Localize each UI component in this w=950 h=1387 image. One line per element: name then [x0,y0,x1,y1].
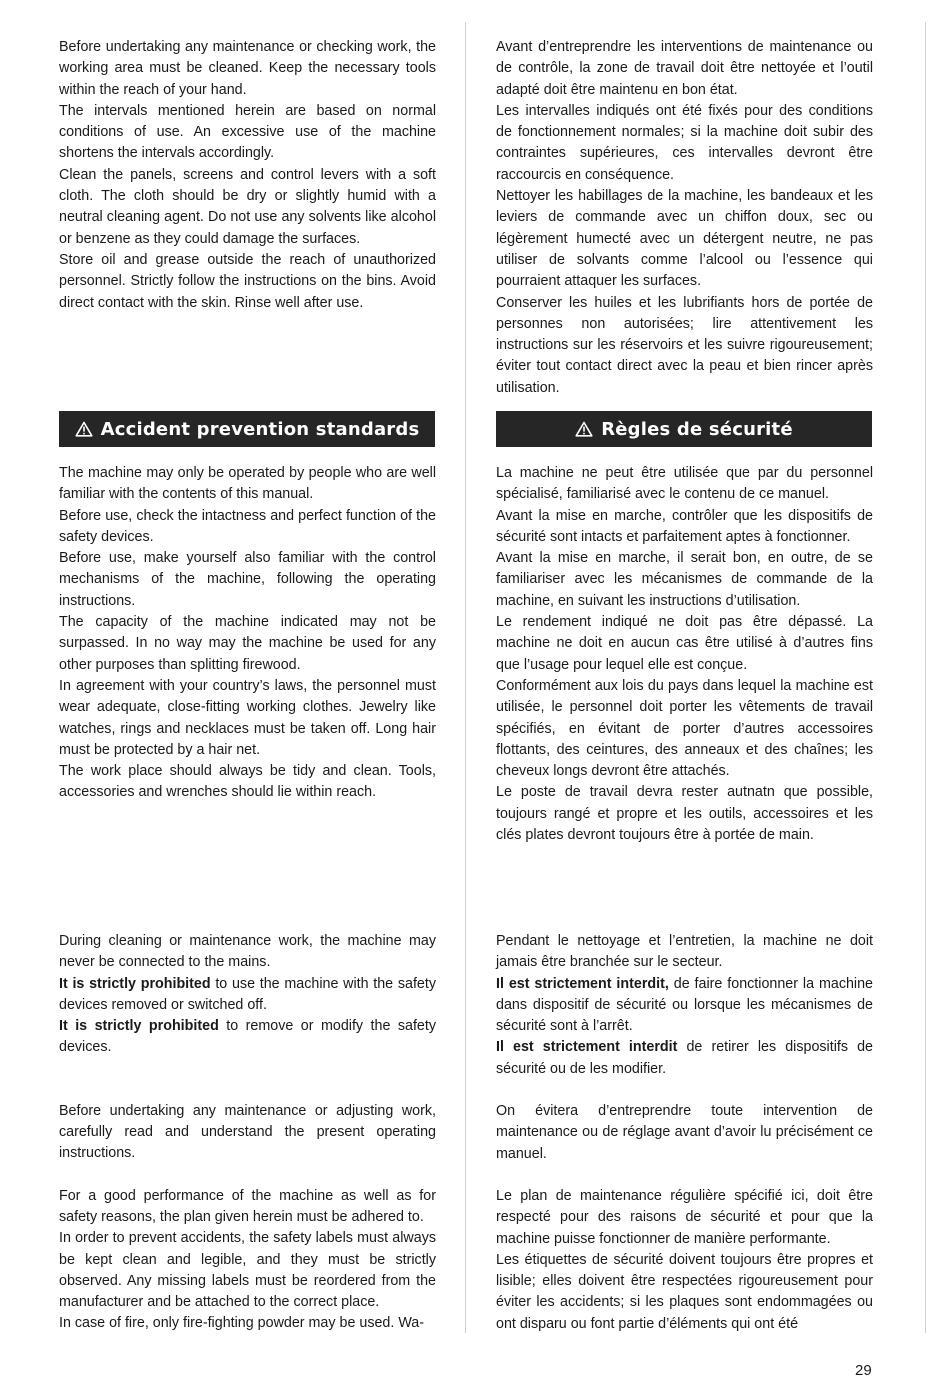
paragraph: Conserver les huiles et les lubrifiants hors de portée de personnes non autorisées; lire attentivement les instructions sur les réservoirs et les suivre rigoureusement; éviter tout contact direct avec la peau et bien rincer après utilisation. [496,294,873,396]
bold-warning: It is strictly prohibited [59,975,211,992]
section-heading-regles-securite [496,411,872,447]
bold-warning: Il est strictement interdit, [496,975,669,992]
paragraph-rest: to use the machine with the safety devices removed or switched off. [59,975,437,1013]
warning-triangle-icon [575,421,593,437]
paragraph: Le plan de maintenance régulière spécifié ici, doit être respecté pour des raisons de sécurité et pour que la machine puisse fonctionner de manière performante. [496,1187,873,1247]
page-number: 29 [855,1362,872,1379]
paragraph: The capacity of the machine indicated may not be surpassed. In no way may the machine be used for any other purposes than splitting firewood. [59,614,436,673]
paragraph: On évitera d’entreprendre toute intervention de maintenance ou de réglage avant d’avoir lu précisément ce manuel. [496,1103,873,1162]
section-heading-text: Accident prevention standards [100,418,420,440]
paragraph: The work place should always be tidy and clean. Tools, accessories and wrenches should lie within reach. [59,763,436,801]
paragraph [496,1037,873,1080]
paragraph: In case of fire, only fire-fighting powder may be used. Wa- [59,1315,425,1332]
column-divider [465,22,466,1333]
paragraph: Conformément aux lois du pays dans lequel la machine est utilisée, le personnel doit porter les vêtements de travail spécifiés, en évitant de porter d’autres accessoires flottants, des ceintures, des anneaux et des chaînes; les cheveux longs devront être attachés. [496,677,873,780]
bold-warning: Il est strictement interdit [496,1039,678,1056]
paragraph: La machine ne peut être utilisée que par du personnel spécialisé, familiarisé avec le contenu de ce manuel. [496,465,873,503]
left-bottom-text [59,931,436,1335]
paragraph: During cleaning or maintenance work, the machine may never be connected to the mains. [59,933,436,971]
paragraph [59,1016,436,1059]
paragraph: Avant d’entreprendre les interventions de maintenance ou de contrôle, la zone de travail doit être nettoyée et l’outil adapté doit être maintenu en bon état. [496,39,873,98]
page-edge-line [925,22,926,1333]
paragraph: Before use, check the intactness and perfect function of the safety devices. [59,507,436,545]
bold-warning: It is strictly prohibited [59,1018,219,1035]
paragraph: Nettoyer les habillages de la machine, les bandeaux et les leviers de commande avec un chiffon doux, sec ou légèrement humecté avec un détergent neutre, ne pas utiliser de solvants comme l’alcool ou l’essence qui pourraient attaquer les surfaces. [496,188,873,290]
paragraph: Pendant le nettoyage et l’entretien, la machine ne doit jamais être branchée sur le secteur. [496,933,873,971]
paragraph: The machine may only be operated by people who are well familiar with the contents of this manual. [59,465,436,503]
paragraph: Before undertaking any maintenance or adjusting work, carefully read and understand the present operating instructions. [59,1102,436,1162]
paragraph: Le poste de travail devra rester autnatn que possible, toujours rangé et propre et les outils, accessoires et les clés plates devront toujours être à portée de main. [496,784,873,844]
paragraph: Avant la mise en marche, contrôler que les dispositifs de sécurité sont intacts et parfaitement aptes à fonctionner. [496,507,873,545]
paragraph: Le rendement indiqué ne doit pas être dépassé. La machine ne doit en aucun cas être utilisé à d’autres fins que l’usage pour lequel elle est conçue. [496,614,873,673]
paragraph-rest: to remove or modify the safety devices. [59,1018,436,1056]
paragraph: In agreement with your country’s laws, the personnel must wear adequate, close-fitting working clothes. Jewelry like watches, rings and necklaces must be taken off. Long hair must be protected by a hair net. [59,677,436,758]
paragraph-rest: de retirer les dispositifs de sécurité ou de les modifier. [496,1039,873,1077]
right-safety-text [496,463,873,846]
left-maintenance-text [59,37,436,314]
section-heading-accident-prevention [59,411,435,447]
paragraph: Before undertaking any maintenance or checking work, the working area must be cleaned. Keep the necessary tools within the reach of your hand. [59,39,436,98]
paragraph: In order to prevent accidents, the safety labels must always be kept clean and legible, and they must be strictly observed. Any missing labels must be reordered from the manufacturer and be attached to the correct place. [59,1230,436,1311]
right-bottom-text [496,931,873,1335]
paragraph: Avant la mise en marche, il serait bon, en outre, de se familiariser avec les mécanismes de commande de la machine, en suivant les instructions d’utilisation. [496,550,873,609]
paragraph: Before use, make yourself also familiar with the control mechanisms of the machine, following the operating instructions. [59,550,436,609]
paragraph [496,974,873,1038]
paragraph: Les intervalles indiqués ont été fixés pour des conditions de fonctionnement normales; si la machine doit subir des contraintes supérieures, ces intervalles devront être raccourcis en conséquence. [496,102,873,183]
right-maintenance-text [496,37,873,399]
paragraph: Les étiquettes de sécurité doivent toujours être propres et lisible; elles doivent être respectées rigoureusement pour éviter les accidents; si les plaques sont endommagées ou ont disparu ou font partie d’éléments qui ont été [496,1251,873,1332]
paragraph: Store oil and grease outside the reach of unauthorized personnel. Strictly follow the instructions on the bins. Avoid direct contact with the skin. Rinse well after use. [59,251,436,311]
paragraph: The intervals mentioned herein are based on normal conditions of use. An excessive use of the machine shortens the intervals accordingly. [59,102,436,162]
left-safety-text [59,463,436,804]
paragraph [59,974,436,1017]
paragraph: Clean the panels, screens and control levers with a soft cloth. The cloth should be dry or slightly humid with a neutral cleaning agent. Do not use any solvents like alcohol or benzene as they could damage the surfaces. [59,166,436,247]
paragraph: For a good performance of the machine as well as for safety reasons, the plan given herein must be adhered to. [59,1187,436,1225]
paragraph-rest: de faire fonctionner la machine dans dispositif de sécurité ou lorsque les mécanismes de sécurité sont à l’arrêt. [496,975,873,1035]
warning-triangle-icon [75,421,93,437]
section-heading-text: Règles de sécurité [601,418,793,440]
